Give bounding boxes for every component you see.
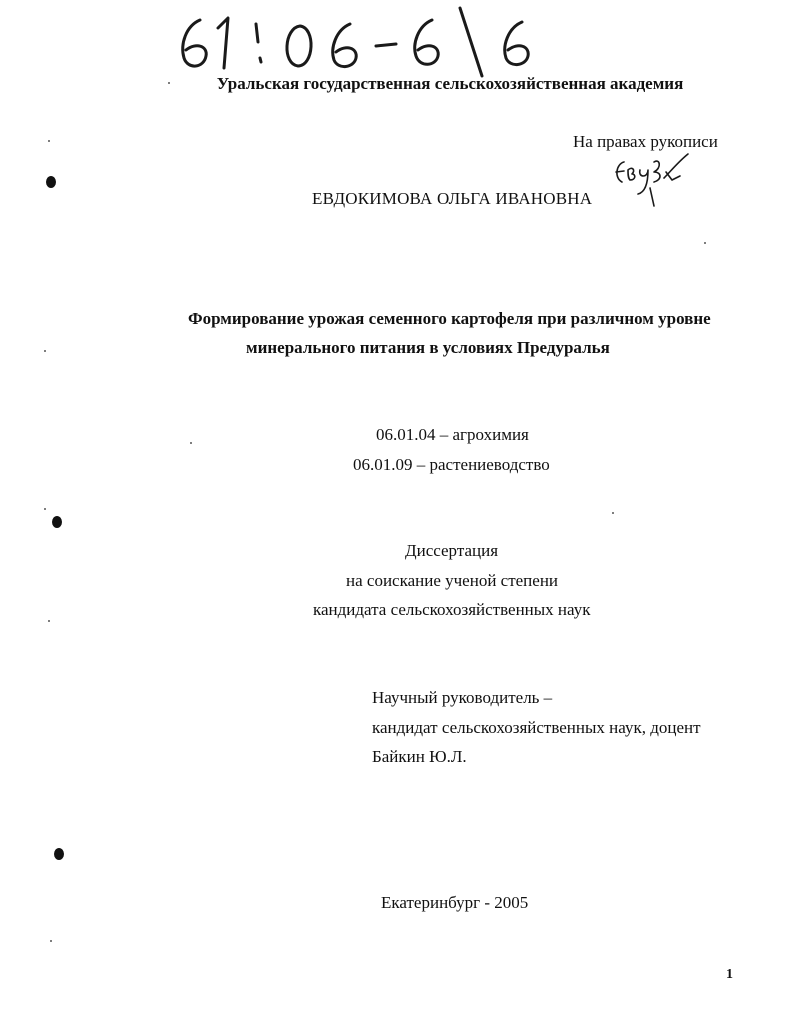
dissertation-title-line-2: минерального питания в условиях Предуралья — [246, 338, 610, 357]
manuscript-note: На правах рукописи — [573, 132, 718, 151]
supervisor-degree: кандидат сельскохозяйственных наук, доцент — [372, 718, 701, 737]
dissertation-title-line-1: Формирование урожая семенного картофеля при различном уровне — [188, 309, 711, 328]
scan-speck — [704, 242, 706, 244]
punch-hole-mark — [54, 848, 64, 860]
punch-hole-mark — [52, 516, 62, 528]
signature-drawing — [610, 148, 692, 214]
author-name: ЕВДОКИМОВА ОЛЬГА ИВАНОВНА — [312, 189, 593, 208]
city-year: Екатеринбург - 2005 — [381, 893, 529, 912]
degree-line: на соискание ученой степени — [346, 571, 559, 590]
scan-speck — [44, 350, 46, 352]
academy-name: Уральская государственная сельскохозяйственная академия — [216, 74, 684, 93]
degree-field-line: кандидата сельскохозяйственных наук — [313, 600, 591, 619]
scan-speck — [190, 442, 192, 444]
handwritten-code-drawing — [172, 6, 542, 78]
punch-hole-mark — [46, 176, 56, 188]
page-number: 1 — [726, 967, 733, 982]
scan-speck — [44, 508, 46, 510]
scan-speck — [48, 140, 50, 142]
scan-speck — [48, 620, 50, 622]
author-signature — [610, 148, 692, 214]
specialty-code-1: 06.01.04 – агрохимия — [376, 425, 529, 444]
specialty-code-2: 06.01.09 – растениеводство — [353, 455, 550, 474]
scan-speck — [168, 82, 170, 84]
scan-speck — [50, 940, 52, 942]
dissertation-label: Диссертация — [405, 541, 499, 560]
supervisor-name: Байкин Ю.Л. — [372, 747, 467, 766]
scan-speck — [612, 512, 614, 514]
supervisor-label: Научный руководитель – — [372, 688, 553, 707]
handwritten-archive-code — [172, 6, 542, 78]
